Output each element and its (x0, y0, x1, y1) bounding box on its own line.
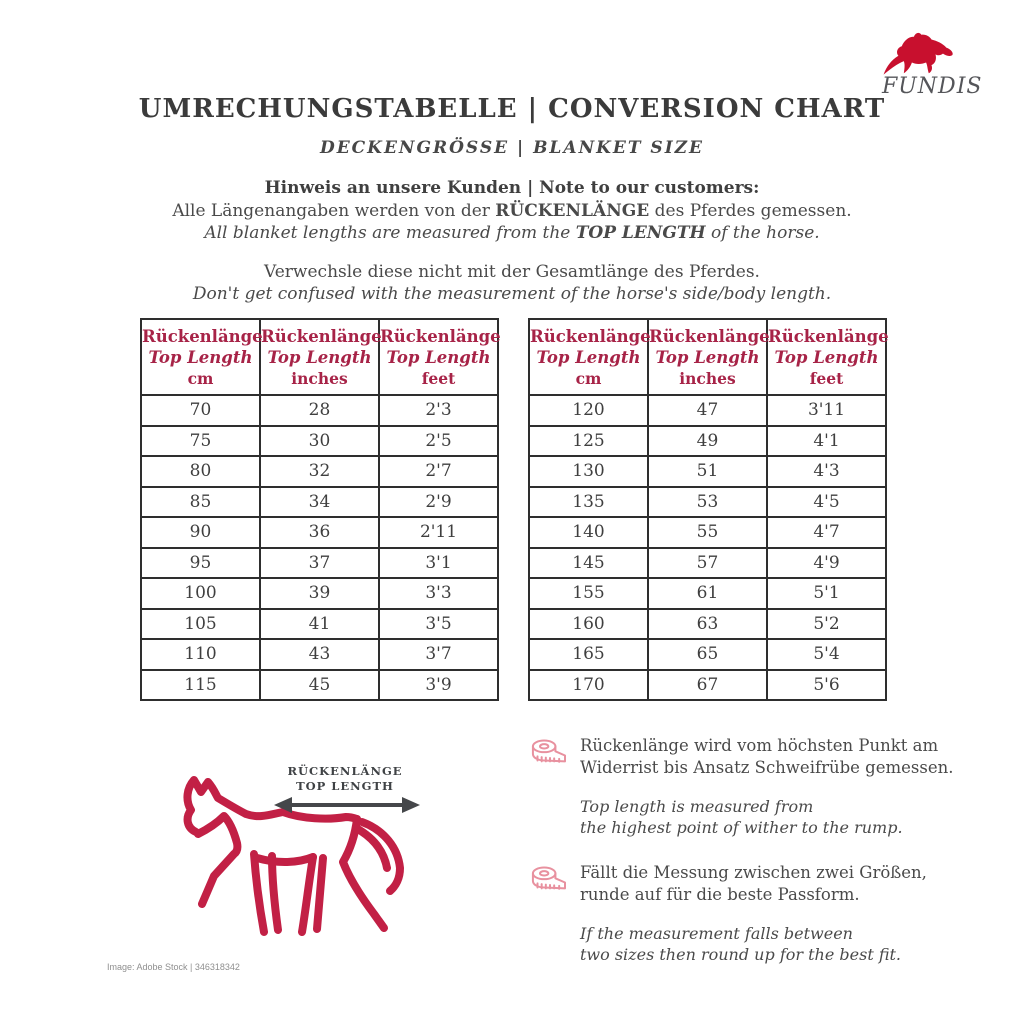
table-cell: 95 (141, 548, 260, 579)
table-cell: 135 (529, 487, 648, 518)
table-cell: 155 (529, 578, 648, 609)
table-cell: 4'3 (767, 456, 886, 487)
table-cell: 57 (648, 548, 767, 579)
table-cell: 2'3 (379, 395, 498, 426)
table-cell: 4'1 (767, 426, 886, 457)
table-body-right (529, 395, 886, 700)
table-cell: 30 (260, 426, 379, 457)
header-unit: feet (421, 368, 456, 388)
tip-german-line: Fällt die Messung zwischen zwei Größen, (580, 863, 927, 882)
table-cell: 53 (648, 487, 767, 518)
table-cell: 100 (141, 578, 260, 609)
note-english-post: of the horse. (705, 223, 820, 243)
table-header-row (529, 319, 886, 395)
table-cell: 85 (141, 487, 260, 518)
header-unit: cm (575, 368, 602, 388)
tip-german-line: Widerrist bis Ansatz Schweifrübe gemessen. (580, 758, 954, 777)
table-cell: 165 (529, 639, 648, 670)
tip-german-line: Rückenlänge wird vom höchsten Punkt am (580, 736, 939, 755)
note-german-keyword: RÜCKENLÄNGE (495, 201, 650, 221)
header-unit: feet (809, 368, 844, 388)
table-row (529, 426, 886, 457)
header-en: Top Length (148, 347, 253, 367)
tip-german (580, 862, 930, 906)
table-cell: 5'6 (767, 670, 886, 701)
header-de: Rückenlänge (530, 326, 651, 346)
header-cell-feet (379, 319, 501, 395)
note-english-keyword: TOP LENGTH (575, 223, 706, 243)
header-cell-feet (767, 319, 889, 395)
table-cell: 43 (260, 639, 379, 670)
table-row (141, 639, 498, 670)
header-en: Top Length (655, 347, 760, 367)
table-cell: 36 (260, 517, 379, 548)
table-row (141, 670, 498, 701)
tip-english-line: the highest point of wither to the rump. (580, 818, 903, 837)
jumping-horse-rider-icon (868, 26, 972, 80)
table-row (141, 609, 498, 640)
table-cell: 34 (260, 487, 379, 518)
table-cell: 80 (141, 456, 260, 487)
table-cell: 2'5 (379, 426, 498, 457)
table-cell: 28 (260, 395, 379, 426)
tip-top-length (530, 735, 954, 838)
table-cell: 4'7 (767, 517, 886, 548)
header-de: Rückenlänge (261, 326, 382, 346)
table-cell: 47 (648, 395, 767, 426)
table-cell: 140 (529, 517, 648, 548)
image-credit: Image: Adobe Stock | 346318342 (107, 962, 240, 972)
header-de: Rückenlänge (380, 326, 501, 346)
header-en: Top Length (536, 347, 641, 367)
table-cell: 120 (529, 395, 648, 426)
table-cell: 75 (141, 426, 260, 457)
table-cell: 3'9 (379, 670, 498, 701)
conversion-table-right (528, 318, 887, 701)
table-row (529, 670, 886, 701)
tip-english-line: Top length is measured from (580, 797, 814, 816)
header-en: Top Length (267, 347, 372, 367)
note-heading: Hinweis an unsere Kunden | Note to our customers: (264, 178, 760, 198)
header-cell-inches (648, 319, 770, 395)
measuring-tape-icon (530, 735, 580, 838)
note-english-pre: All blanket lengths are measured from the (204, 223, 576, 243)
table-cell: 2'9 (379, 487, 498, 518)
table-row (529, 609, 886, 640)
tip-english-line: two sizes then round up for the best fit. (580, 945, 902, 964)
table-cell: 3'1 (379, 548, 498, 579)
table-cell: 5'2 (767, 609, 886, 640)
conversion-table-left (140, 318, 499, 701)
table-cell: 4'5 (767, 487, 886, 518)
table-row (141, 426, 498, 457)
figure-label-de: RÜCKENLÄNGE (287, 764, 403, 778)
table-cell: 55 (648, 517, 767, 548)
note-german-post: des Pferdes gemessen. (649, 201, 852, 221)
table-row (529, 487, 886, 518)
table-cell: 67 (648, 670, 767, 701)
table-row (141, 456, 498, 487)
table-cell: 3'7 (379, 639, 498, 670)
tip-english-line: If the measurement falls between (580, 924, 853, 943)
table-cell: 45 (260, 670, 379, 701)
tip-rounding (530, 862, 930, 965)
table-cell: 145 (529, 548, 648, 579)
table-cell: 4'9 (767, 548, 886, 579)
table-row (529, 639, 886, 670)
header-cell-inches (260, 319, 382, 395)
table-row (141, 395, 498, 426)
header-de: Rückenlänge (768, 326, 889, 346)
double-headed-arrow-icon (272, 796, 422, 814)
table-cell: 70 (141, 395, 260, 426)
table-cell: 63 (648, 609, 767, 640)
table-body-left (141, 395, 498, 700)
table-cell: 32 (260, 456, 379, 487)
note-english (0, 223, 1024, 243)
table-cell: 110 (141, 639, 260, 670)
table-cell: 51 (648, 456, 767, 487)
tip-english (580, 796, 953, 838)
table-row (529, 395, 886, 426)
measurement-tips (530, 735, 954, 989)
table-cell: 65 (648, 639, 767, 670)
table-cell: 130 (529, 456, 648, 487)
table-cell: 3'3 (379, 578, 498, 609)
table-cell: 90 (141, 517, 260, 548)
table-cell: 115 (141, 670, 260, 701)
table-cell: 37 (260, 548, 379, 579)
table-row (141, 578, 498, 609)
table-header-row (141, 319, 498, 395)
table-cell: 2'7 (379, 456, 498, 487)
tip-english (580, 923, 930, 965)
caution-english: Don't get confused with the measurement of the horse's side/body length. (192, 284, 832, 304)
measuring-tape-icon (530, 862, 580, 965)
table-cell: 39 (260, 578, 379, 609)
page-subtitle: DECKENGRÖSSE | BLANKET SIZE (319, 138, 705, 158)
header-cell-cm (529, 319, 651, 395)
header-cell-cm (141, 319, 263, 395)
table-row (141, 517, 498, 548)
header-en: Top Length (774, 347, 879, 367)
figure-label-en: TOP LENGTH (296, 779, 394, 793)
table-row (141, 487, 498, 518)
table-cell: 125 (529, 426, 648, 457)
table-cell: 3'11 (767, 395, 886, 426)
table-cell: 49 (648, 426, 767, 457)
header-unit: inches (291, 368, 348, 388)
table-cell: 41 (260, 609, 379, 640)
header-unit: inches (679, 368, 736, 388)
table-row (529, 517, 886, 548)
table-cell: 61 (648, 578, 767, 609)
caution-german: Verwechsle diese nicht mit der Gesamtlänge des Pferdes. (264, 262, 760, 282)
header-de: Rückenlänge (142, 326, 263, 346)
table-row (529, 548, 886, 579)
table-row (141, 548, 498, 579)
table-row (529, 578, 886, 609)
header-en: Top Length (386, 347, 491, 367)
table-cell: 3'5 (379, 609, 498, 640)
figure-label (260, 764, 430, 794)
table-row (529, 456, 886, 487)
tip-german (580, 735, 953, 779)
page-title: UMRECHUNGSTABELLE | CONVERSION CHART (138, 94, 886, 124)
header-de: Rückenlänge (649, 326, 770, 346)
tip-german-line: runde auf für die beste Passform. (580, 885, 860, 904)
horse-measurement-figure (150, 726, 460, 961)
note-german (0, 201, 1024, 221)
tip-text (580, 862, 930, 965)
brand-wordmark: FUNDIS (882, 74, 983, 99)
table-cell: 2'11 (379, 517, 498, 548)
table-cell: 5'1 (767, 578, 886, 609)
tip-text (580, 735, 953, 838)
table-cell: 170 (529, 670, 648, 701)
header-unit: cm (187, 368, 214, 388)
table-cell: 5'4 (767, 639, 886, 670)
table-cell: 105 (141, 609, 260, 640)
table-cell: 160 (529, 609, 648, 640)
note-german-pre: Alle Längenangaben werden von der (172, 201, 496, 221)
